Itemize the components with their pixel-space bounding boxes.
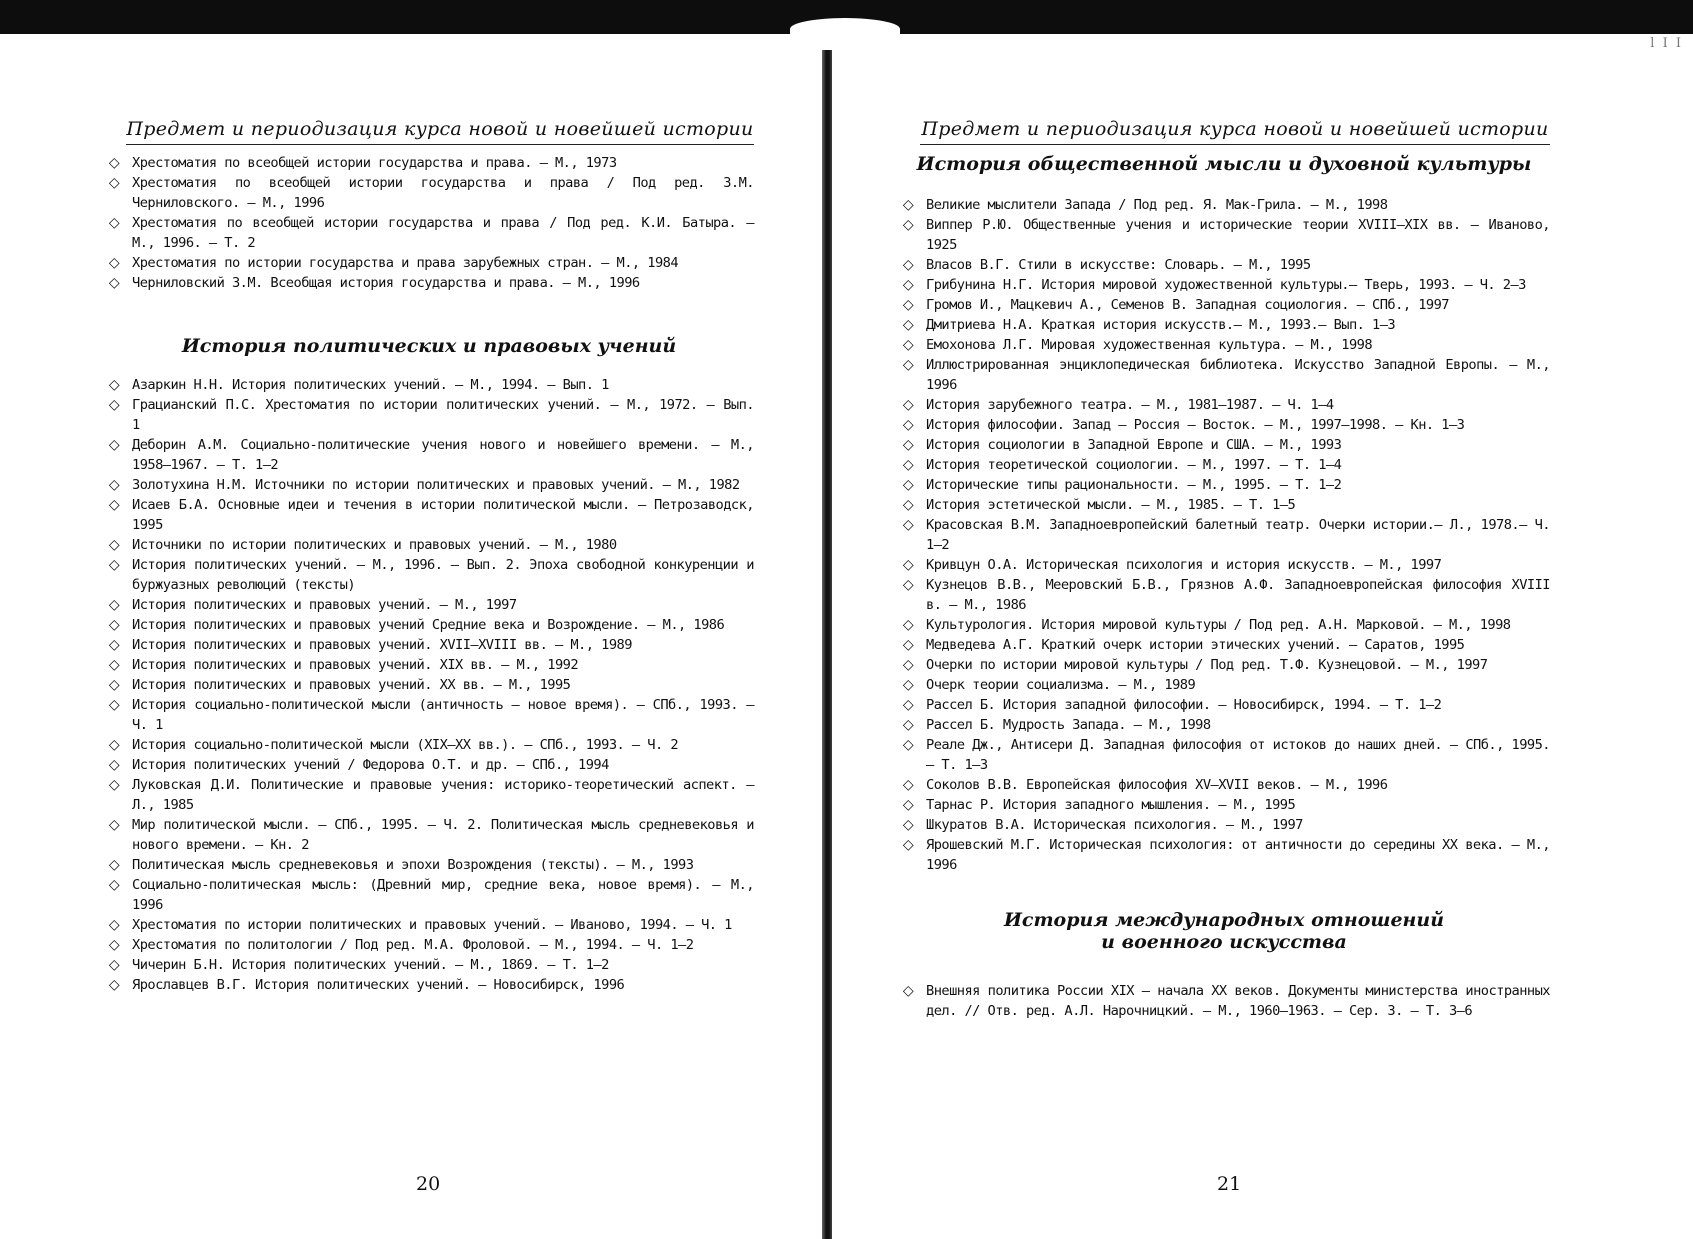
- bibliography-entry-text: Власов В.Г. Стили в искусстве: Словарь. – М., 1995: [926, 257, 1311, 273]
- bibliography-entry-text: Чичерин Б.Н. История политических учений. – М., 1869. – Т. 1–2: [132, 957, 609, 973]
- bibliography-entry-text: Реале Дж., Антисери Д. Западная философия от истоков до наших дней. – СПб., 1995. – Т. 1–3: [926, 737, 1550, 773]
- bibliography-entry-text: Кривцун О.А. Историческая психология и история искусств. – М., 1997: [926, 557, 1442, 573]
- bibliography-entry-text: Виппер Р.Ю. Общественные учения и исторические теории XVIII–XIX вв. – Иваново, 1925: [926, 217, 1550, 253]
- diamond-bullet-icon: ◇: [902, 257, 914, 273]
- bibliography-entry-text: Медведева А.Г. Краткий очерк истории этических учений. – Саратов, 1995: [926, 637, 1465, 653]
- bibliography-entry: [104, 535, 754, 555]
- bibliography-entry: [898, 315, 1550, 335]
- bibliography-entry: [898, 295, 1550, 315]
- bibliography-entry-text: Тарнас Р. История западного мышления. – М., 1995: [926, 797, 1296, 813]
- diamond-bullet-icon: ◇: [902, 817, 914, 833]
- bibliography-entry-text: Красовская В.М. Западноевропейский балетный театр. Очерки истории.– Л., 1978.– Ч. 1–2: [926, 517, 1550, 553]
- bibliography-entry: [898, 635, 1550, 655]
- running-head: Предмет и периодизация курса новой и новейшей истории: [920, 118, 1550, 145]
- diamond-bullet-icon: ◇: [902, 617, 914, 633]
- diamond-bullet-icon: ◇: [108, 657, 120, 673]
- bibliography-entry-text: Мир политической мысли. – СПб., 1995. – Ч. 2. Политическая мысль средневековья и нового времени. – Кн. 2: [132, 817, 754, 853]
- bibliography-entry-text: Грибунина Н.Г. История мировой художественной культуры.– Тверь, 1993. – Ч. 2–3: [926, 277, 1526, 293]
- section-title: История общественной мысли и духовной культуры: [916, 153, 1532, 175]
- diamond-bullet-icon: ◇: [902, 737, 914, 753]
- diamond-bullet-icon: ◇: [108, 617, 120, 633]
- diamond-bullet-icon: ◇: [108, 437, 120, 453]
- bibliography-entry: [898, 795, 1550, 815]
- diamond-bullet-icon: ◇: [108, 757, 120, 773]
- bibliography-entry: [898, 615, 1550, 635]
- bibliography-entry: [104, 695, 754, 735]
- bibliography-entry-text: Источники по истории политических и правовых учений. – М., 1980: [132, 537, 617, 553]
- bibliography-entry-text: Хрестоматия по всеобщей истории государства и права. – М., 1973: [132, 155, 617, 171]
- section-title-line-2: и военного искусства: [1101, 931, 1347, 953]
- diamond-bullet-icon: ◇: [108, 697, 120, 713]
- diamond-bullet-icon: ◇: [108, 877, 120, 893]
- diamond-bullet-icon: ◇: [108, 537, 120, 553]
- bibliography-entry: [104, 595, 754, 615]
- bibliography-entry: [104, 495, 754, 535]
- bibliography-entry-text: История политических и правовых учений. XX вв. – М., 1995: [132, 677, 571, 693]
- bibliography-entry-text: История эстетической мысли. – М., 1985. – Т. 1–5: [926, 497, 1296, 513]
- bibliography-entry: [104, 915, 754, 935]
- bibliography-entry-text: История зарубежного театра. – М., 1981–1987. – Ч. 1–4: [926, 397, 1334, 413]
- diamond-bullet-icon: ◇: [108, 255, 120, 271]
- diamond-bullet-icon: ◇: [902, 677, 914, 693]
- bibliography-list: [898, 195, 1550, 875]
- diamond-bullet-icon: ◇: [902, 457, 914, 473]
- bibliography-entry: [898, 195, 1550, 215]
- bibliography-entry: [104, 395, 754, 435]
- bibliography-entry-text: Очерк теории социализма. – М., 1989: [926, 677, 1196, 693]
- bibliography-entry: [104, 735, 754, 755]
- bibliography-entry: [898, 675, 1550, 695]
- bibliography-entry: [104, 435, 754, 475]
- bibliography-entry-text: Исторические типы рациональности. – М., 1995. – Т. 1–2: [926, 477, 1342, 493]
- bibliography-entry: [898, 775, 1550, 795]
- bibliography-entry: [104, 253, 754, 273]
- section-title: История политических и правовых учений: [181, 335, 677, 357]
- bibliography-entry: [898, 575, 1550, 615]
- diamond-bullet-icon: ◇: [108, 777, 120, 793]
- bibliography-entry: [104, 273, 754, 293]
- diamond-bullet-icon: ◇: [108, 817, 120, 833]
- bibliography-entry-text: История политических учений. – М., 1996. – Вып. 2. Эпоха свободной конкуренции и буржуазных революций (тексты): [132, 557, 754, 593]
- left-page: [104, 118, 754, 995]
- diamond-bullet-icon: ◇: [902, 637, 914, 653]
- diamond-bullet-icon: ◇: [902, 697, 914, 713]
- diamond-bullet-icon: ◇: [108, 275, 120, 291]
- bibliography-entry-text: Дмитриева Н.А. Краткая история искусств.– М., 1993.– Вып. 1–3: [926, 317, 1396, 333]
- diamond-bullet-icon: ◇: [108, 215, 120, 231]
- diamond-bullet-icon: ◇: [902, 417, 914, 433]
- bibliography-entry: [104, 635, 754, 655]
- bibliography-entry-text: Золотухина Н.М. Источники по истории политических и правовых учений. – М., 1982: [132, 477, 740, 493]
- bibliography-entry-text: Политическая мысль средневековья и эпохи Возрождения (тексты). – М., 1993: [132, 857, 694, 873]
- bibliography-entry: [104, 775, 754, 815]
- bibliography-entry: [898, 275, 1550, 295]
- bibliography-entry-text: История философии. Запад – Россия – Восток. – М., 1997–1998. – Кн. 1–3: [926, 417, 1465, 433]
- diamond-bullet-icon: ◇: [108, 377, 120, 393]
- bibliography-entry: [898, 435, 1550, 455]
- bibliography-entry-text: История политических и правовых учений. XIX вв. – М., 1992: [132, 657, 579, 673]
- bibliography-entry-text: История социально-политической мысли (античность – новое время). – СПб., 1993. – Ч. 1: [132, 697, 754, 733]
- scan-top-notch: [790, 18, 900, 40]
- bibliography-entry-text: История политических учений / Федорова О.Т. и др. – СПб., 1994: [132, 757, 609, 773]
- bibliography-entry: [104, 475, 754, 495]
- bibliography-entry: [104, 375, 754, 395]
- diamond-bullet-icon: ◇: [902, 983, 914, 999]
- diamond-bullet-icon: ◇: [108, 497, 120, 513]
- diamond-bullet-icon: ◇: [108, 977, 120, 993]
- bibliography-entry-text: Иллюстрированная энциклопедическая библиотека. Искусство Западной Европы. – М., 1996: [926, 357, 1550, 393]
- corner-mark: l I I: [1650, 36, 1683, 51]
- bibliography-entry-text: Соколов В.В. Европейская философия XV–XVII веков. – М., 1996: [926, 777, 1388, 793]
- bibliography-entry-text: Хрестоматия по всеобщей истории государства и права / Под ред. З.М. Черниловского. – М., 1996: [132, 175, 754, 211]
- diamond-bullet-icon: ◇: [108, 937, 120, 953]
- diamond-bullet-icon: ◇: [902, 557, 914, 573]
- bibliography-entry-text: Хрестоматия по истории государства и права зарубежных стран. – М., 1984: [132, 255, 679, 271]
- bibliography-entry-text: Черниловский З.М. Всеобщая история государства и права. – М., 1996: [132, 275, 640, 291]
- bibliography-entry: [898, 395, 1550, 415]
- bibliography-entry-text: Великие мыслители Запада / Под ред. Я. Мак-Грила. – М., 1998: [926, 197, 1388, 213]
- bibliography-entry-text: Хрестоматия по политологии / Под ред. М.А. Фроловой. – М., 1994. – Ч. 1–2: [132, 937, 694, 953]
- diamond-bullet-icon: ◇: [902, 717, 914, 733]
- book-spine-shadow: [822, 50, 832, 1239]
- diamond-bullet-icon: ◇: [902, 357, 914, 373]
- bibliography-entry-text: Социально-политическая мысль: (Древний мир, средние века, новое время). – М., 1996: [132, 877, 754, 913]
- bibliography-entry: [104, 675, 754, 695]
- diamond-bullet-icon: ◇: [108, 397, 120, 413]
- bibliography-entry: [898, 981, 1550, 1021]
- bibliography-list: [104, 375, 754, 995]
- diamond-bullet-icon: ◇: [902, 497, 914, 513]
- diamond-bullet-icon: ◇: [902, 517, 914, 533]
- diamond-bullet-icon: ◇: [902, 657, 914, 673]
- bibliography-entry-text: История политических и правовых учений. XVII–XVIII вв. – М., 1989: [132, 637, 632, 653]
- diamond-bullet-icon: ◇: [108, 677, 120, 693]
- bibliography-entry-text: Ярославцев В.Г. История политических учений. – Новосибирск, 1996: [132, 977, 625, 993]
- diamond-bullet-icon: ◇: [902, 277, 914, 293]
- diamond-bullet-icon: ◇: [902, 217, 914, 233]
- bibliography-entry-text: Шкуратов В.А. Историческая психология. – М., 1997: [926, 817, 1303, 833]
- bibliography-list: [898, 981, 1550, 1021]
- diamond-bullet-icon: ◇: [108, 155, 120, 171]
- bibliography-entry-text: Рассел Б. Мудрость Запада. – М., 1998: [926, 717, 1211, 733]
- diamond-bullet-icon: ◇: [108, 597, 120, 613]
- bibliography-entry: [898, 695, 1550, 715]
- diamond-bullet-icon: ◇: [902, 437, 914, 453]
- bibliography-entry: [898, 355, 1550, 395]
- bibliography-entry: [898, 255, 1550, 275]
- bibliography-entry: [898, 555, 1550, 575]
- diamond-bullet-icon: ◇: [902, 837, 914, 853]
- diamond-bullet-icon: ◇: [108, 737, 120, 753]
- bibliography-entry: [898, 335, 1550, 355]
- bibliography-entry: [104, 615, 754, 635]
- bibliography-entry: [898, 415, 1550, 435]
- bibliography-entry: [104, 213, 754, 253]
- bibliography-entry: [898, 475, 1550, 495]
- bibliography-entry: [104, 755, 754, 775]
- bibliography-entry: [104, 815, 754, 855]
- bibliography-entry-text: Громов И., Мацкевич А., Семенов В. Западная социология. – СПб., 1997: [926, 297, 1449, 313]
- running-head: Предмет и периодизация курса новой и новейшей истории: [126, 118, 754, 145]
- diamond-bullet-icon: ◇: [108, 477, 120, 493]
- bibliography-entry: [898, 495, 1550, 515]
- diamond-bullet-icon: ◇: [902, 777, 914, 793]
- bibliography-entry-text: История политических и правовых учений Средние века и Возрождение. – М., 1986: [132, 617, 725, 633]
- bibliography-entry: [898, 215, 1550, 255]
- diamond-bullet-icon: ◇: [902, 337, 914, 353]
- bibliography-entry: [104, 955, 754, 975]
- right-page: [898, 118, 1550, 1021]
- bibliography-entry-text: Рассел Б. История западной философии. – Новосибирск, 1994. – Т. 1–2: [926, 697, 1442, 713]
- diamond-bullet-icon: ◇: [902, 797, 914, 813]
- page-number: 20: [416, 1173, 441, 1195]
- diamond-bullet-icon: ◇: [108, 957, 120, 973]
- diamond-bullet-icon: ◇: [902, 197, 914, 213]
- diamond-bullet-icon: ◇: [108, 637, 120, 653]
- bibliography-entry-text: Очерки по истории мировой культуры / Под ред. Т.Ф. Кузнецовой. – М., 1997: [926, 657, 1488, 673]
- diamond-bullet-icon: ◇: [108, 917, 120, 933]
- bibliography-entry: [104, 655, 754, 675]
- bibliography-entry: [104, 975, 754, 995]
- bibliography-entry-text: Культурология. История мировой культуры / Под ред. А.Н. Марковой. – М., 1998: [926, 617, 1511, 633]
- bibliography-entry-text: История теоретической социологии. – М., 1997. – Т. 1–4: [926, 457, 1342, 473]
- bibliography-entry-text: История политических и правовых учений. – М., 1997: [132, 597, 517, 613]
- diamond-bullet-icon: ◇: [902, 297, 914, 313]
- bibliography-entry: [104, 555, 754, 595]
- diamond-bullet-icon: ◇: [902, 577, 914, 593]
- bibliography-entry-text: Деборин А.М. Социально-политические учения нового и новейшего времени. – М., 1958–1967. – Т. 1–2: [132, 437, 754, 473]
- bibliography-entry: [104, 855, 754, 875]
- section-title-line-1: История международных отношений: [1003, 909, 1445, 931]
- diamond-bullet-icon: ◇: [902, 397, 914, 413]
- bibliography-entry: [898, 735, 1550, 775]
- bibliography-entry-text: История социально-политической мысли (XIX–XX вв.). – СПб., 1993. – Ч. 2: [132, 737, 679, 753]
- bibliography-entry-text: Емохонова Л.Г. Мировая художественная культура. – М., 1998: [926, 337, 1373, 353]
- bibliography-entry: [104, 153, 754, 173]
- bibliography-entry: [898, 715, 1550, 735]
- bibliography-entry: [898, 455, 1550, 475]
- bibliography-entry-text: Кузнецов В.В., Мееровский Б.В., Грязнов А.Ф. Западноевропейская философия XVIII в. – М., 1986: [926, 577, 1550, 613]
- bibliography-entry-text: Хрестоматия по всеобщей истории государства и права / Под ред. К.И. Батыра. – М., 1996. – Т. 2: [132, 215, 754, 251]
- bibliography-entry-text: Внешняя политика России XIX – начала XX веков. Документы министерства иностранных дел. // Отв. ред. А.Л. Нарочницкий. – М., 1960–1963. – Сер. 3. – Т. 3–6: [926, 983, 1550, 1019]
- page-number: 21: [1217, 1173, 1242, 1195]
- diamond-bullet-icon: ◇: [108, 557, 120, 573]
- bibliography-entry: [104, 875, 754, 915]
- diamond-bullet-icon: ◇: [108, 857, 120, 873]
- bibliography-entry: [898, 815, 1550, 835]
- diamond-bullet-icon: ◇: [902, 317, 914, 333]
- bibliography-entry: [104, 173, 754, 213]
- bibliography-entry: [104, 935, 754, 955]
- diamond-bullet-icon: ◇: [902, 477, 914, 493]
- bibliography-entry: [898, 835, 1550, 875]
- bibliography-entry: [898, 515, 1550, 555]
- bibliography-entry-text: Азаркин Н.Н. История политических учений. – М., 1994. – Вып. 1: [132, 377, 609, 393]
- bibliography-entry-text: Исаев Б.А. Основные идеи и течения в истории политической мысли. – Петрозаводск, 1995: [132, 497, 754, 533]
- bibliography-entry-text: Луковская Д.И. Политические и правовые учения: историко-теоретический аспект. – Л., 1985: [132, 777, 754, 813]
- bibliography-entry-text: История социологии в Западной Европе и США. – М., 1993: [926, 437, 1342, 453]
- bibliography-list: [104, 153, 754, 293]
- bibliography-entry-text: Хрестоматия по истории политических и правовых учений. – Иваново, 1994. – Ч. 1: [132, 917, 732, 933]
- bibliography-entry: [898, 655, 1550, 675]
- bibliography-entry-text: Ярошевский М.Г. Историческая психология: от античности до середины XX века. – М., 1996: [926, 837, 1550, 873]
- diamond-bullet-icon: ◇: [108, 175, 120, 191]
- bibliography-entry-text: Грацианский П.С. Хрестоматия по истории политических учений. – М., 1972. – Вып. 1: [132, 397, 754, 433]
